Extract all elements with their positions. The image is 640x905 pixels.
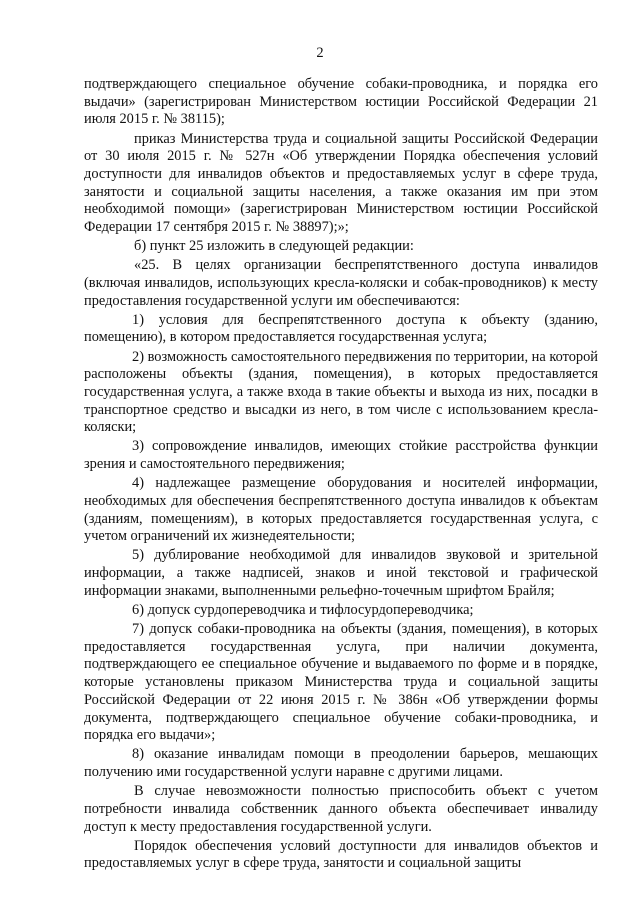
- paragraph-list-item-1: 1) условия для беспрепятственного доступа к объекту (зданию, помещению), в котором предоставляется государственная услуга;: [84, 311, 598, 346]
- paragraph-list-item-2: 2) возможность самостоятельного передвижения по территории, на которой расположены объекты (здания, помещения), в которых предоставляется государственная услуга, а также входа в такие объекты и выхода из них, посадки в транспортное средство и высадки из него, в том числе с использованием кресла-коляски;: [84, 348, 598, 436]
- paragraph-list-item-6: 6) допуск сурдопереводчика и тифлосурдопереводчика;: [132, 601, 474, 618]
- paragraph-clause-25: «25. В целях организации беспрепятственного доступа инвалидов (включая инвалидов, использующих кресла-коляски и собак-проводников) к месту предоставления государственной услуги им обеспечиваются:: [84, 257, 598, 309]
- paragraph-item-b: б) пункт 25 изложить в следующей редакции:: [134, 238, 414, 255]
- paragraph-order-527n: приказ Министерства труда и социальной защиты Российской Федерации от 30 июля 2015 г. № 527н «Об утверждении Порядка обеспечения условий доступности для инвалидов объектов и предоставляемых услуг в сфере труда, занятости и социальной защиты населения, а также оказания им при этом необходимой помощи» (зарегистрирован Министерством юстиции Российской Федерации 17 сентября 2015 г. № 38897);»;: [84, 130, 598, 236]
- paragraph-list-item-3: 3) сопровождение инвалидов, имеющих стойкие расстройства функции зрения и самостоятельного передвижения;: [84, 438, 598, 473]
- paragraph-list-item-8: 8) оказание инвалидам помощи в преодолении барьеров, мешающих получению ими государственной услуги наравне с другими лицами.: [84, 746, 598, 781]
- paragraph-impossibility-case: В случае невозможности полностью приспособить объект с учетом потребности инвалида собственник данного объекта обеспечивает инвалиду доступ к месту предоставления государственной услуги.: [84, 783, 598, 835]
- paragraph-list-item-5: 5) дублирование необходимой для инвалидов звуковой и зрительной информации, а также надписей, знаков и иной текстовой и графической информации знаками, выполненными рельефно-точечным шрифтом Брайля;: [84, 547, 598, 599]
- paragraph-continuation: подтверждающего специальное обучение собаки-проводника, и порядка его выдачи» (зарегистрирован Министерством юстиции Российской Федерации 21 июля 2015 г. № 38115);: [84, 76, 598, 128]
- document-body: [84, 76, 598, 874]
- paragraph-accessibility-procedure: Порядок обеспечения условий доступности для инвалидов объектов и предоставляемых услуг в сфере труда, занятости и социальной защиты: [84, 837, 598, 872]
- paragraph-list-item-7: 7) допуск собаки-проводника на объекты (здания, помещения), в которых предоставляется государственная услуга, при наличии документа, подтверждающего ее специальное обучение и выдаваемого по форме и в порядке, которые установлены приказом Министерства труда и социальной защиты Российской Федерации от 22 июня 2015 г. № 386н «Об утверждении формы документа, подтверждающего специальное обучение собаки-проводника, и порядка его выдачи»;: [84, 621, 598, 744]
- page-number: 2: [316, 45, 324, 61]
- paragraph-list-item-4: 4) надлежащее размещение оборудования и носителей информации, необходимых для обеспечения беспрепятственного доступа инвалидов к объектам (зданиям, помещениям), в которых предоставляется государственная услуга, с учетом ограничений их жизнедеятельности;: [84, 475, 598, 545]
